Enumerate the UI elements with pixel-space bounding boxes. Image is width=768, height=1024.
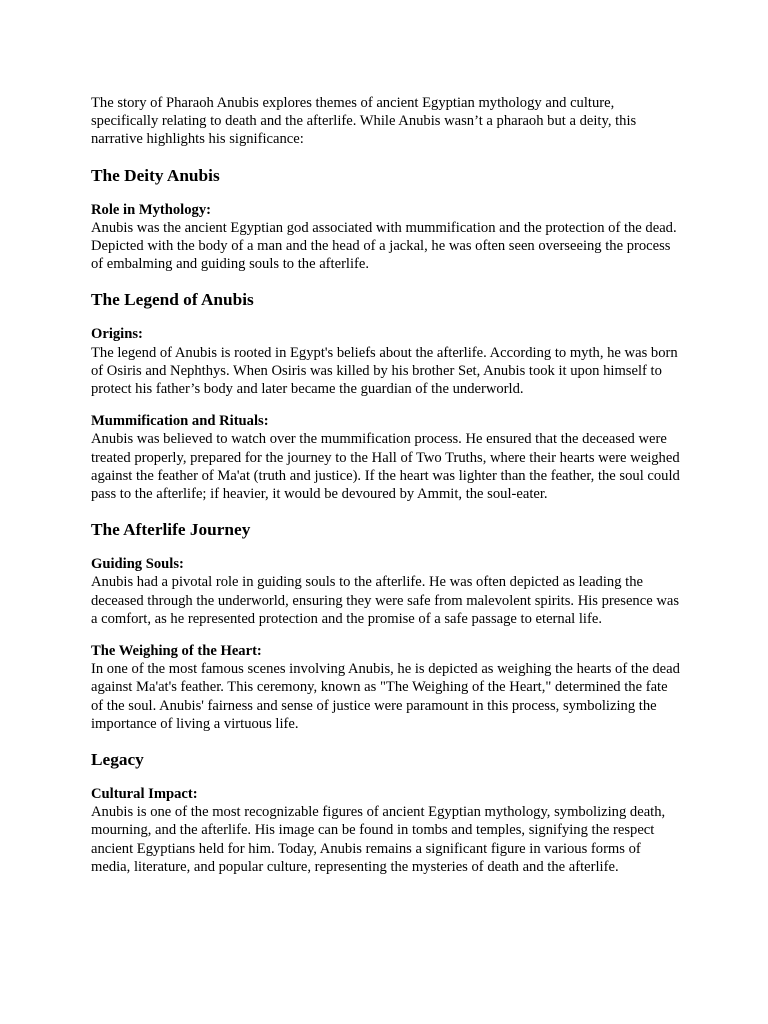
subsection-title: The Weighing of the Heart:: [91, 643, 262, 660]
subsection-text: The legend of Anubis is rooted in Egypt's beliefs about the afterlife. According to myth, he was born of Osiris and Nephthys. When Osiris was killed by his brother Set, Anubis took it upon himself to protect his father’s body and later became the guardian of the underworld.: [91, 344, 678, 398]
subsection-title: Role in Mythology:: [91, 201, 211, 218]
section-title: The Legend of Anubis: [91, 290, 254, 310]
subsection-title: Origins:: [91, 326, 143, 343]
subsection-guiding-souls: [91, 555, 680, 628]
subsection-title: Cultural Impact:: [91, 786, 198, 803]
subsection-text: Anubis had a pivotal role in guiding souls to the afterlife. He was often depicted as leading the deceased through the underworld, ensuring they were safe from malevolent spirits. His presence was a comfort, as he represented protection and the promise of a safe passage to eternal life.: [91, 574, 680, 627]
section-title: The Deity Anubis: [91, 165, 220, 185]
section-afterlife-journey: [91, 519, 680, 733]
subsection-origins: [91, 325, 680, 398]
section-legacy: [91, 749, 680, 876]
subsection-text: Anubis was believed to watch over the mummification process. He ensured that the deceased were treated properly, prepared for the journey to the Hall of Two Truths, where their hearts were weighed against the feather of Ma'at (truth and justice). If the heart was lighter than the feather, the soul could pass to the afterlife; if heavier, it would be devoured by Ammit, the soul-eater.: [91, 431, 680, 503]
subsection-cultural-impact: [91, 785, 680, 876]
subsection-title: Mummification and Rituals:: [91, 413, 269, 430]
subsection-text: In one of the most famous scenes involving Anubis, he is depicted as weighing the hearts of the dead against Ma'at's feather. This ceremony, known as "The Weighing of the Heart," determined the fate of the soul. Anubis' fairness and sense of justice were paramount in this process, symbolizing the importance of living a virtuous life.: [91, 661, 680, 732]
subsection-text: Anubis is one of the most recognizable figures of ancient Egyptian mythology, symbolizing death, mourning, and the afterlife. His image can be found in tombs and temples, signifying the respect ancient Egyptians held for him. Today, Anubis remains a significant figure in various forms of media, literature, and popular culture, representing the mysteries of death and the afterlife.: [91, 804, 666, 875]
section-title: The Afterlife Journey: [91, 520, 251, 540]
section-legend-of-anubis: [91, 289, 680, 503]
intro-paragraph: The story of Pharaoh Anubis explores themes of ancient Egyptian mythology and culture, specifically relating to death and the afterlife. While Anubis wasn’t a pharaoh but a deity, this narrative highlights his significance:: [91, 95, 637, 148]
section-title: Legacy: [91, 750, 144, 770]
subsection-text: Anubis was the ancient Egyptian god associated with mummification and the protection of the dead. Depicted with the body of a man and the head of a jackal, he was often seen overseeing the process of embalming and guiding souls to the afterlife.: [91, 219, 677, 273]
subsection-mummification-rituals: [91, 412, 680, 503]
section-deity-anubis: [91, 165, 680, 274]
subsection-weighing-of-heart: [91, 642, 680, 733]
subsection-title: Guiding Souls:: [91, 556, 184, 573]
subsection-role-in-mythology: [91, 201, 680, 274]
